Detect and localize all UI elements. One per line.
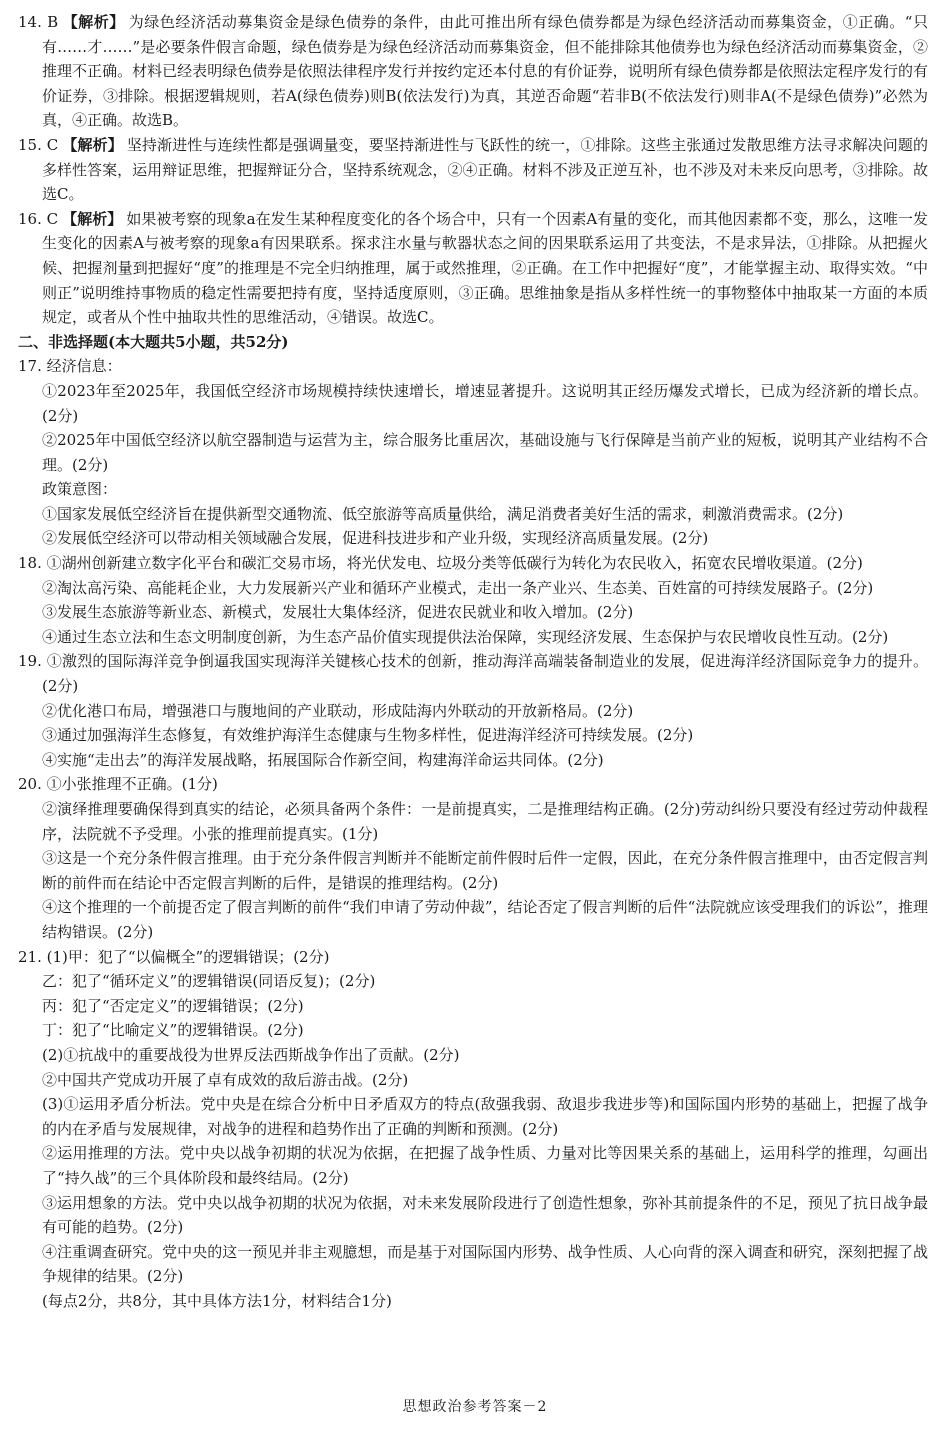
q15-paragraph — [18, 133, 928, 207]
q19-line: ④实施“走出去”的海洋发展战略，拓展国际合作新空间，构建海洋命运共同体。(2分) — [42, 750, 604, 769]
q14-tag: 【解析】 — [62, 13, 125, 31]
q21-line: (2)①抗战中的重要战役为世界反法西斯战争作出了贡献。(2分) — [42, 1045, 460, 1064]
q18-line: ②淘汰高污染、高能耗企业，大力发展新兴产业和循环产业模式，走出一条产业兴、生态美、百姓富的可持续发展路子。(2分) — [42, 578, 874, 597]
section-heading: 二、非选择题(本大题共5小题，共52分) — [18, 332, 289, 351]
q16-paragraph — [18, 207, 928, 330]
q21-line: ②中国共产党成功开展了卓有成效的敌后游击战。(2分) — [42, 1070, 409, 1089]
q21-line: ②运用推理的方法。党中央以战争初期的状况为依据，在把握了战争性质、力量对比等因果关系的基础上，运用科学的推理，勾画出了“持久战”的三个具体阶段和最终结局。(2分) — [42, 1144, 928, 1187]
q21-line: ④注重调查研究。党中央的这一预见并非主观臆想，而是基于对国际国内形势、战争性质、人心向背的深入调查和研究，深刻把握了战争规律的结果。(2分) — [42, 1242, 928, 1286]
q21-line: (3)①运用矛盾分析法。党中央是在综合分析中日矛盾双方的特点(敌强我弱、敌退步我进步等)和国际国内形势的基础上，把握了战争的内在矛盾与发展规律，对战争的进程和趋势作出了正确的判断和预测。(2分) — [42, 1095, 928, 1138]
q14-paragraph — [18, 10, 928, 133]
q14-text: 为绿色经济活动募集资金是绿色债券的条件，由此可推出所有绿色债券都是为绿色经济活动而募集资金，①正确。“只有……才……”是必要条件假言命题，绿色债券是为绿色经济活动而募集资金，但不能排除其他债券也为绿色经济活动而募集资金，②推理不正确。材料已经表明绿色债券是依照法律程序发行并按约定还本付息的有价证券，说明所有绿色债券都是依照法定程序发行的有价证券，③排除。根据逻辑规则，若A(绿色债券)则B(依法发行)为真，其逆否命题“若非B(不依法发行)则非A(不是绿色债券)”必然为真，④正确。故选B。 — [42, 13, 928, 130]
q21-line: 丙：犯了“否定定义”的逻辑错误；(2分) — [42, 996, 304, 1015]
q21-line: 丁：犯了“比喻定义”的逻辑错误。(2分) — [42, 1021, 304, 1040]
q21-line: ③运用想象的方法。党中央以战争初期的状况为依据，对未来发展阶段进行了创造性想象，弥补其前提条件的不足，预见了抗日战争最有可能的趋势。(2分) — [42, 1193, 928, 1237]
q20-line: ④这个推理的一个前提否定了假言判断的前件“我们申请了劳动仲裁”，结论否定了假言判断的后件“法院就应该受理我们的诉讼”，推理结构错误。(2分) — [42, 898, 928, 941]
q15-number: 15. C — [18, 135, 59, 154]
q17-line: ②2025年中国低空经济以航空器制造与运营为主，综合服务比重居次，基础设施与飞行保障是当前产业的短板，说明其产业结构不合理。(2分) — [42, 431, 928, 474]
q17-line: 政策意图： — [42, 480, 118, 499]
q21-line: 乙：犯了“循环定义”的逻辑错误(同语反复)；(2分) — [42, 972, 376, 991]
q17-line: ①2023年至2025年，我国低空经济市场规模持续快速增长，增速显著提升。这说明其正经历爆发式增长，已成为经济新的增长点。(2分) — [42, 381, 928, 425]
q15-tag: 【解析】 — [62, 135, 123, 154]
q16-number: 16. C — [18, 209, 59, 228]
q20-line: ③这是一个充分条件假言推理。由于充分条件假言判断并不能断定前件假时后件一定假，因此，在充分条件假言推理中，由否定假言判断的前件而在结论中否定假言判断的后件，是错误的推理结构。(2分) — [42, 849, 928, 892]
q21-line: (每点2分，共8分，其中具体方法1分，材料结合1分) — [42, 1291, 392, 1310]
q18-line: ③发展生态旅游等新业态、新模式，发展壮大集体经济，促进农民就业和收入增加。(2分) — [42, 603, 634, 622]
q15-text: 坚持渐进性与连续性都是强调量变，要坚持渐进性与飞跃性的统一，①排除。这些主张通过发散思维方法寻求解决问题的多样性答案，运用辩证思维，把握辩证分合，坚持系统观念，②④正确。材料不涉及正逆互补，也不涉及对未来反向思考，③排除。故选C。 — [42, 135, 928, 204]
q19-line: ②优化港口布局，增强港口与腹地间的产业联动，形成陆海内外联动的开放新格局。(2分) — [42, 701, 634, 720]
q14-number: 14. B — [18, 13, 59, 31]
q17-head: 17. 经济信息： — [18, 357, 122, 376]
q17-line: ②发展低空经济可以带动相关领域融合发展，促进科技进步和产业升级，实现经济高质量发展。(2分) — [42, 529, 709, 548]
q20-head: 20. ①小张推理不正确。(1分) — [18, 775, 218, 794]
q18-head: 18. ①湖州创新建立数字化平台和碳汇交易市场，将光伏发电、垃圾分类等低碳行为转化为农民收入，拓宽农民增收渠道。(2分) — [18, 554, 863, 573]
q19-line: ③通过加强海洋生态修复，有效维护海洋生态健康与生物多样性，促进海洋经济可持续发展。(2分) — [42, 726, 694, 745]
q17-line: ①国家发展低空经济旨在提供新型交通物流、低空旅游等高质量供给，满足消费者美好生活的需求，刺激消费需求。(2分) — [42, 504, 844, 523]
q16-tag: 【解析】 — [62, 209, 123, 228]
q19-head: 19. ①激烈的国际海洋竞争倒逼我国实现海洋关键核心技术的创新，推动海洋高端装备制造业的发展，促进海洋经济国际竞争力的提升。(2分) — [18, 652, 928, 696]
q16-text: 如果被考察的现象a在发生某种程度变化的各个场合中，只有一个因素A有量的变化，而其他因素都不变，那么，这唯一发生变化的因素A与被考察的现象a有因果联系。探求注水量与軟器状态之间的因果联系运用了共变法，不是求异法，①排除。从把握火候、把握剂量到把握好“度”的推理是不完全归纳推理，属于或然推理，②正确。在工作中把握好“度”，才能掌握主动、取得实效。“中则正”说明维持事物质的稳定性需要把持有度，坚持适度原则，③正确。思维抽象是指从多样性统一的事物整体中抽取某一方面的本质规定，或者从个性中抽取共性的思维活动，④错误。故选C。 — [42, 209, 928, 327]
q21-head: 21. (1)甲：犯了“以偏概全”的逻辑错误；(2分) — [18, 947, 330, 966]
q18-line: ④通过生态立法和生态文明制度创新，为生态产品价值实现提供法治保障，实现经济发展、生态保护与农民增收良性互动。(2分) — [42, 627, 889, 646]
page-footer: 思想政治参考答案－2 — [402, 1399, 548, 1415]
q20-line: ②演绎推理要确保得到真实的结论，必须具备两个条件：一是前提真实，二是推理结构正确。(2分)劳动纠纷只要没有经过劳动仲裁程序，法院就不予受理。小张的推理前提真实。(1分) — [42, 800, 928, 843]
